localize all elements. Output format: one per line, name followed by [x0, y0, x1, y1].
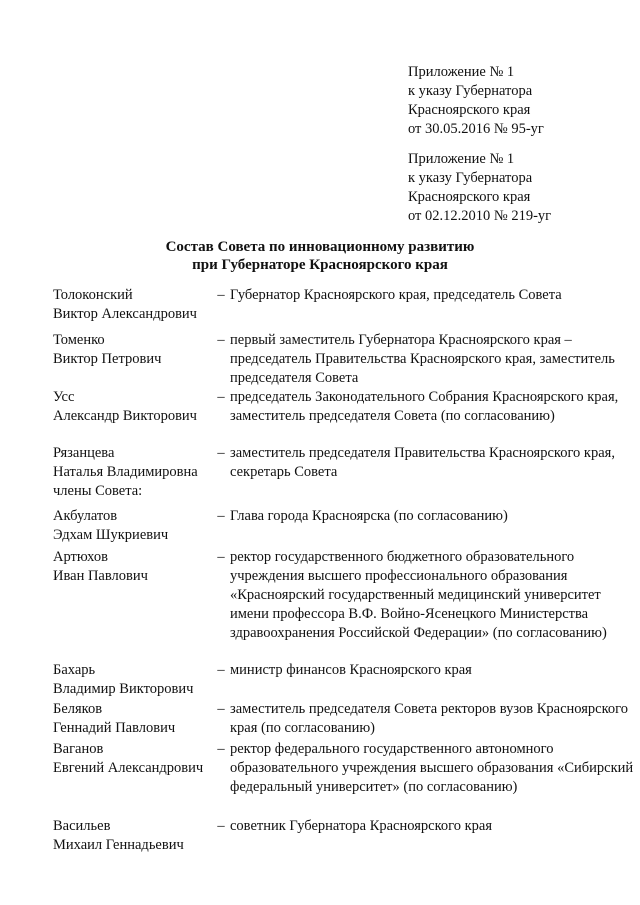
- member-given-names: Владимир Викторович: [53, 681, 194, 697]
- member-given-names: Александр Викторович: [53, 408, 197, 424]
- member-surname: Беляков: [53, 701, 103, 717]
- member-name: [53, 548, 218, 586]
- appendix-line: Красноярского края: [408, 102, 531, 118]
- appendix-line: Красноярского края: [408, 189, 531, 205]
- title-line: Состав Совета по инновационному развитию: [165, 239, 475, 255]
- dash-separator: –: [217, 741, 225, 757]
- member-given-names: Наталья Владимировна: [53, 464, 198, 480]
- member-name: [53, 817, 218, 855]
- member-name: [53, 700, 218, 738]
- member-name: [53, 444, 218, 482]
- member-role: Губернатор Красноярского края, председатель Совета: [230, 287, 562, 303]
- member-given-names: Евгений Александрович: [53, 760, 204, 776]
- member-given-names: Виктор Петрович: [53, 351, 162, 367]
- appendix-line: к указу Губернатора: [408, 83, 533, 99]
- dash-separator: –: [217, 508, 225, 524]
- member-given-names: Михаил Геннадьевич: [53, 837, 184, 853]
- member-surname: Акбулатов: [53, 508, 118, 524]
- member-role: председатель Законодательного Собрания Красноярского края, заместитель председателя Совета (по согласованию): [230, 389, 619, 424]
- dash-separator: –: [217, 445, 225, 461]
- member-surname: Усс: [53, 389, 75, 405]
- member-given-names: Эдхам Шукриевич: [53, 527, 169, 543]
- member-role: первый заместитель Губернатора Красноярского края – председатель Правительства Красноярского края, заместитель председателя Совета: [230, 332, 615, 386]
- dash-separator: –: [217, 549, 225, 565]
- member-role: советник Губернатора Красноярского края: [230, 818, 492, 834]
- document-title: [0, 238, 640, 274]
- member-role: ректор государственного бюджетного образовательного учреждения высшего профессионального образования «Красноярский государственный медицинский университет имени профессора В.Ф. Войно-Ясенецкого Министерства здравоохранения Российской Федерации» (по согласованию): [230, 549, 607, 641]
- appendix-line: от 30.05.2016 № 95-уг: [408, 121, 544, 137]
- member-surname: Васильев: [53, 818, 111, 834]
- member-role: Глава города Красноярска (по согласованию): [230, 508, 508, 524]
- member-role: заместитель председателя Совета ректоров вузов Красноярского края (по согласованию): [230, 701, 628, 736]
- dash-separator: –: [217, 332, 225, 348]
- member-surname: Рязанцева: [53, 445, 115, 461]
- member-name: [53, 507, 218, 545]
- member-surname: Бахарь: [53, 662, 96, 678]
- appendix-line: от 02.12.2010 № 219-уг: [408, 208, 552, 224]
- title-line: при Губернаторе Красноярского края: [192, 257, 448, 273]
- member-role: заместитель председателя Правительства Красноярского края, секретарь Совета: [230, 445, 615, 480]
- member-role: ректор федерального государственного автономного образовательного учреждения высшего образования «Сибирский федеральный университет» (по согласованию): [230, 741, 634, 795]
- member-role: министр финансов Красноярского края: [230, 662, 472, 678]
- members-section-label: члены Совета:: [53, 483, 143, 499]
- member-surname: Томенко: [53, 332, 105, 348]
- member-surname: Артюхов: [53, 549, 108, 565]
- appendix-line: Приложение № 1: [408, 151, 515, 167]
- member-given-names: Геннадий Павлович: [53, 720, 176, 736]
- appendix-line: к указу Губернатора: [408, 170, 533, 186]
- member-name: [53, 661, 218, 699]
- dash-separator: –: [217, 287, 225, 303]
- dash-separator: –: [217, 701, 225, 717]
- member-given-names: Виктор Александрович: [53, 306, 197, 322]
- member-surname: Толоконский: [53, 287, 133, 303]
- appendix-line: Приложение № 1: [408, 64, 515, 80]
- member-surname: Ваганов: [53, 741, 104, 757]
- member-name: [53, 740, 218, 778]
- dash-separator: –: [217, 662, 225, 678]
- appendix-header-current: [408, 63, 633, 139]
- member-given-names: Иван Павлович: [53, 568, 148, 584]
- member-name: [53, 331, 218, 369]
- appendix-header-original: [408, 150, 633, 226]
- dash-separator: –: [217, 389, 225, 405]
- member-name: [53, 388, 218, 426]
- dash-separator: –: [217, 818, 225, 834]
- member-name: [53, 286, 218, 324]
